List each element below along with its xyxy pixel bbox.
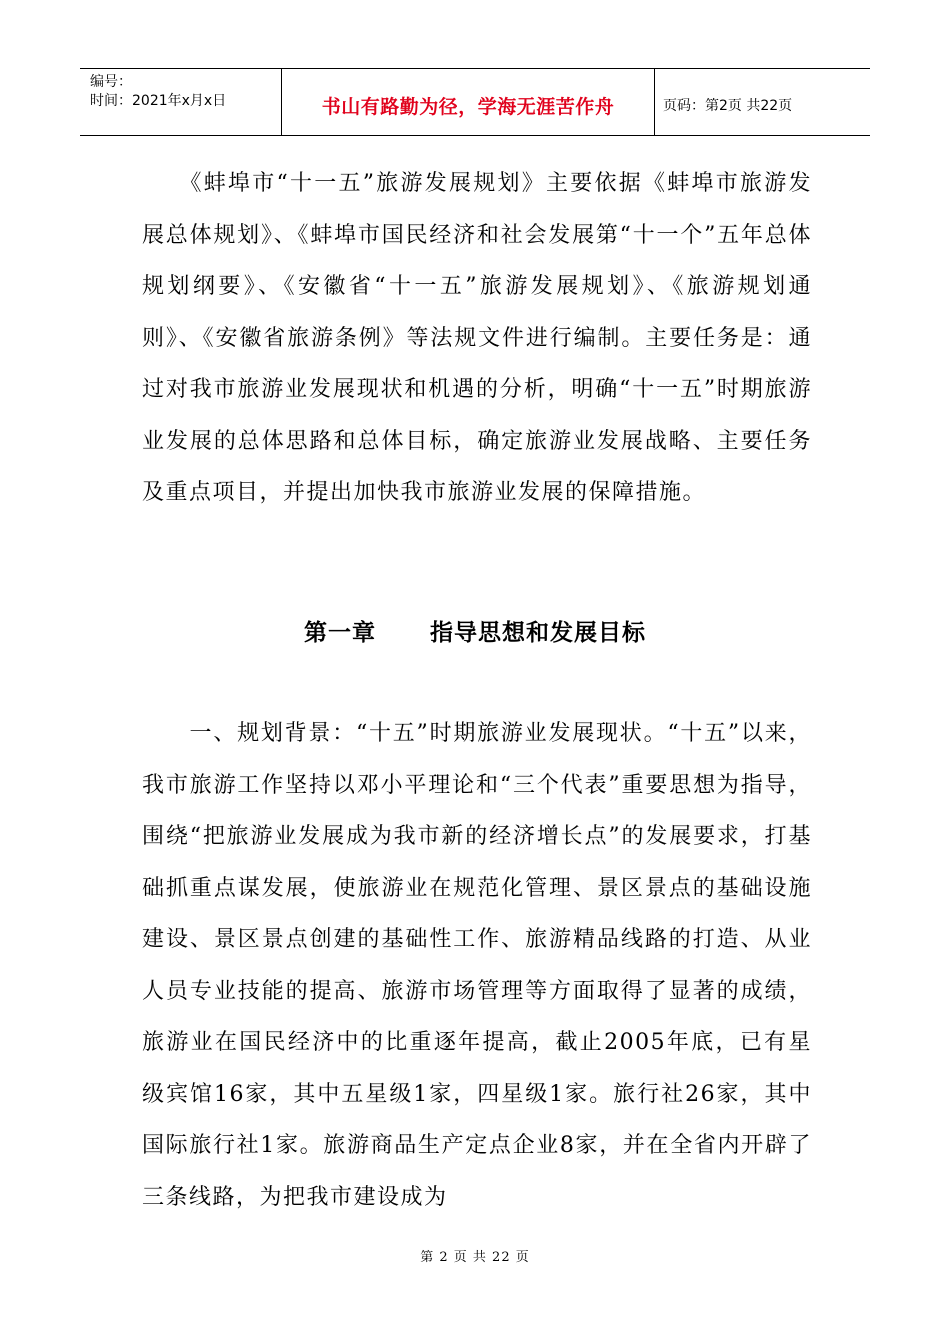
motto-text: 书山有路勤为径，学海无涯苦作舟 [321, 95, 615, 118]
page-header [80, 68, 870, 136]
date-line: 时间：2021年x月x日 [90, 93, 227, 109]
page-info-text: 页码：第2页 共22页 [663, 98, 793, 114]
page-footer: 第 2 页 共 22 页 [420, 1250, 530, 1265]
header-motto-cell [282, 69, 655, 135]
header-page-info [655, 69, 870, 135]
chapter-title: 第一章 指导思想和发展目标 [303, 620, 647, 646]
doc-number-label: 编号： [90, 74, 132, 90]
intro-paragraph: 《蚌埠市“十一五”旅游发展规划》主要依据《蚌埠市旅游发展总体规划》、《蚌埠市国民经济和社会发展第“十一个”五年总体规划纲要》、《安徽省“十一五”旅游发展规划》、《旅游规划通则》、《安徽省旅游条例》等法规文件进行编制。主要任务是：通过对我市旅游业发展现状和机遇的分析，明确“十一五”时期旅游业发展的总体思路和总体目标，确定旅游业发展战略、主要任务及重点项目，并提出加快我市旅游业发展的保障措施。 [142, 171, 812, 505]
header-meta [80, 69, 282, 135]
section-paragraph: 一、规划背景：“十五”时期旅游业发展现状。“十五”以来，我市旅游工作坚持以邓小平理论和“三个代表”重要思想为指导，围绕“把旅游业发展成为我市新的经济增长点”的发展要求，打基础抓重点谋发展，使旅游业在规范化管理、景区景点的基础设施建设、景区景点创建的基础性工作、旅游精品线路的打造、从业人员专业技能的提高、旅游市场管理等方面取得了显著的成绩，旅游业在国民经济中的比重逐年提高，截止2005年底，已有星级宾馆16家，其中五星级1家，四星级1家。旅行社26家，其中国际旅行社1家。旅游商品生产定点企业8家，并在全省内开辟了三条线路，为把我市建设成为 [142, 721, 812, 1210]
